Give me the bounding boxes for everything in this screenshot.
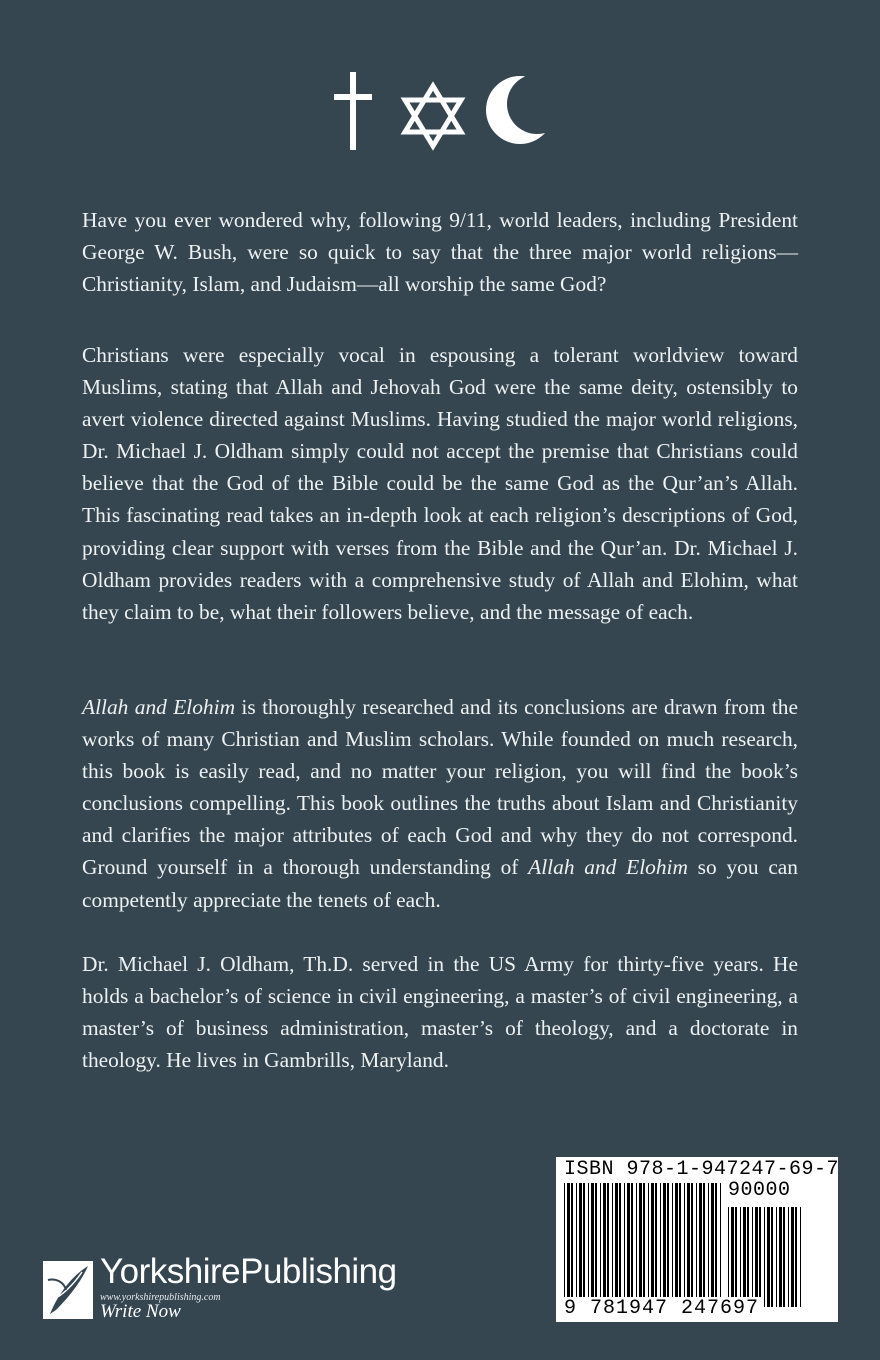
book-title-italic: Allah and Elohim (82, 695, 236, 719)
summary-text-b: so you can competently appreciate the tenets of each. (82, 855, 798, 912)
cross-icon (334, 72, 372, 150)
crescent-icon (486, 74, 550, 144)
religious-symbols (330, 70, 550, 154)
yorkshire-quill-logo-icon (42, 1260, 94, 1320)
description-paragraph: Christians were especially vocal in espousing a tolerant worldview toward Muslims, stating that Allah and Jehovah God were the same deity, ostensibly to avert violence directed against Muslims. Having studied the major world religions, Dr. Michael J. Oldham simply could not accept the premise that Christians could believe that the God of the Bible could be the same God as the Qur’an’s Allah. This fascinating read takes an in-depth look at each religion’s descriptions of God, providing clear support with verses from the Bible and the Qur’an. Dr. Michael J. Oldham provides readers with a comprehensive study of Allah and Elohim, what they claim to be, what their followers believe, and the message of each. (82, 343, 798, 624)
book-title-italic-2: Allah and Elohim (528, 855, 688, 880)
publisher-block (42, 1252, 442, 1328)
star-of-david-icon (405, 86, 461, 146)
summary-text-a: is thoroughly researched and its conclusions are drawn from the works of many Christian and Muslim scholars. While founded on much research, this book is easily read, and no matter your religion, you will find the book’s conclusions compelling. This book outlines the truths about Islam and Christianity and clarifies the major attributes of each God and why they do not correspond. Ground yourself in a thorough understanding of (82, 695, 798, 880)
summary-paragraph (82, 691, 798, 916)
publisher-name: YorkshirePublishing (100, 1252, 397, 1291)
author-bio-paragraph: Dr. Michael J. Oldham, Th.D. served in the US Army for thirty-five years. He holds a bachelor’s of science in civil engineering, a master’s of civil engineering, a master’s of business administration, master’s of theology, and a doctorate in theology. He lives in Gambrills, Maryland. (82, 952, 798, 1073)
publisher-url: www.yorkshirepublishing.com (100, 1292, 221, 1303)
barcode-digits: 9 781947 247697 (564, 1297, 760, 1320)
isbn-label: ISBN 978-1-947247-69-7 (564, 1158, 840, 1181)
intro-paragraph: Have you ever wondered why, following 9/11, world leaders, including President George W. Bush, were so quick to say that the three major world religions—Christianity, Islam, and Judaism—all worship the same God? (82, 208, 798, 297)
price-code: 90000 (728, 1179, 791, 1202)
isbn-barcode (556, 1157, 838, 1322)
publisher-tagline: Write Now (100, 1301, 181, 1322)
